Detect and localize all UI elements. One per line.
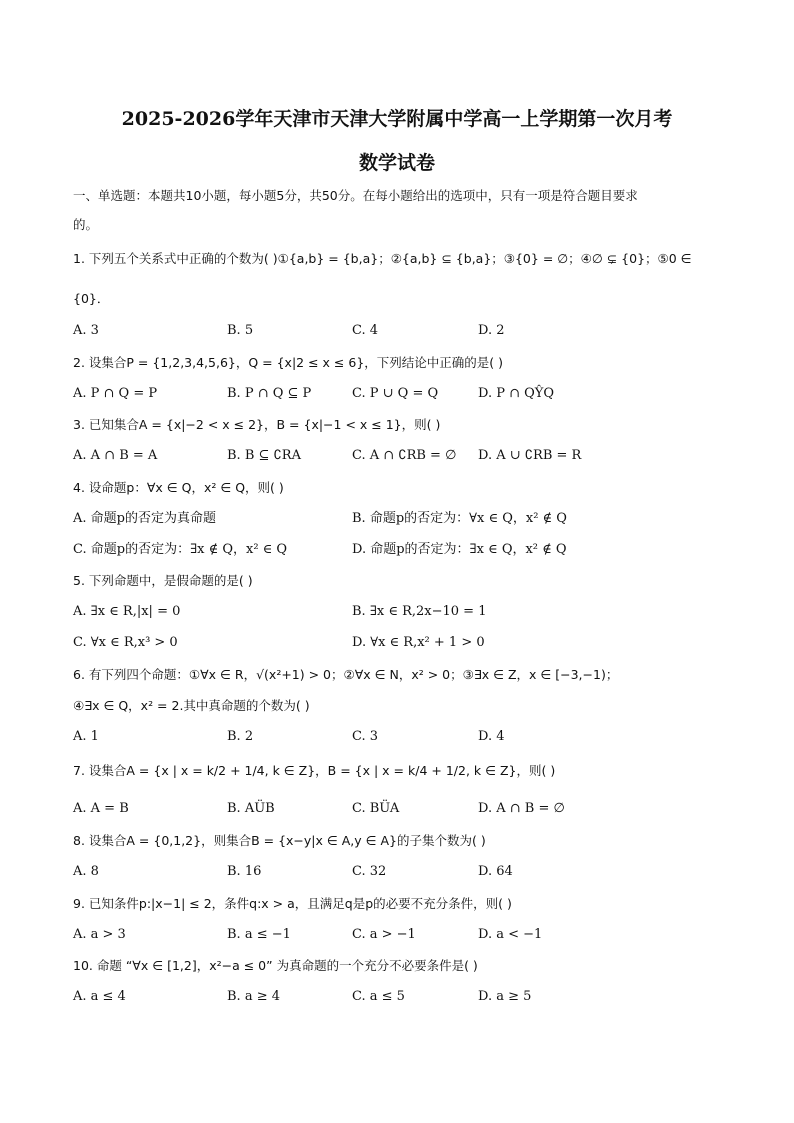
question-1-option-d: D. 2 xyxy=(478,323,505,338)
question-3-option-c: C. A ∩ ∁RB = ∅ xyxy=(352,448,457,463)
section-instruction-line-2: 的。 xyxy=(73,217,99,232)
question-2-stem: 2. 设集合P = {1,2,3,4,5,6}，Q = {x|2 ≤ x ≤ 6}，下列结论中正确的是( ) xyxy=(73,355,503,370)
question-6-stem: 6. 有下列四个命题：①∀x ∈ R，√(x²+1) > 0；②∀x ∈ N，x² > 0；③∃x ∈ Z，x ∈ [−3,−1)； xyxy=(73,667,619,682)
question-3-option-d: D. A ∪ ∁RB = R xyxy=(478,448,582,463)
question-1-option-a: A. 3 xyxy=(73,323,99,338)
question-8-stem: 8. 设集合A = {0,1,2}，则集合B = {x−y|x ∈ A,y ∈ A}的子集个数为( ) xyxy=(73,833,486,848)
question-3-stem: 3. 已知集合A = {x|−2 < x ≤ 2}，B = {x|−1 < x ≤ 1}，则( ) xyxy=(73,417,441,432)
question-1-option-b: B. 5 xyxy=(227,323,254,338)
question-9-stem: 9. 已知条件p:|x−1| ≤ 2，条件q:x > a，且满足q是p的必要不充分条件，则( ) xyxy=(73,896,512,911)
exam-subtitle: 数学试卷 xyxy=(358,152,435,174)
question-2-option-b: B. P ∩ Q ⊆ P xyxy=(227,386,312,401)
question-9-option-c: C. a > −1 xyxy=(352,927,416,942)
question-5-option-a: A. ∃x ∈ R,|x| = 0 xyxy=(73,604,181,619)
question-6-option-a: A. 1 xyxy=(73,729,99,744)
exam-title: 2025-2026学年天津市天津大学附属中学高一上学期第一次月考 xyxy=(121,108,673,130)
question-10-option-a: A. a ≤ 4 xyxy=(73,989,126,1004)
question-6-option-b: B. 2 xyxy=(227,729,254,744)
question-7-option-c: C. BÜA xyxy=(352,801,400,816)
question-10-option-d: D. a ≥ 5 xyxy=(478,989,532,1004)
question-10-stem: 10. 命题 “∀x ∈ [1,2]，x²−a ≤ 0” 为真命题的一个充分不必要条件是( ) xyxy=(73,958,478,973)
question-7-option-b: B. AÜB xyxy=(227,801,275,816)
question-2-option-d: D. P ∩ QŶQ xyxy=(478,386,555,401)
question-7-option-a: A. A = B xyxy=(73,801,129,816)
question-7-option-d: D. A ∩ B = ∅ xyxy=(478,801,565,816)
question-4-option-c: C. 命题p的否定为：∃x ∉ Q，x² ∈ Q xyxy=(73,542,288,557)
question-1-stem-continued: {0}． xyxy=(73,291,110,306)
question-10-option-c: C. a ≤ 5 xyxy=(352,989,405,1004)
question-4-option-d: D. 命题p的否定为：∃x ∈ Q，x² ∉ Q xyxy=(352,542,567,557)
question-8-option-c: C. 32 xyxy=(352,864,387,879)
question-9-option-b: B. a ≤ −1 xyxy=(227,927,291,942)
question-9-option-d: D. a < −1 xyxy=(478,927,543,942)
question-6-option-c: C. 3 xyxy=(352,729,379,744)
question-6-option-d: D. 4 xyxy=(478,729,505,744)
question-4-option-b: B. 命题p的否定为：∀x ∈ Q，x² ∉ Q xyxy=(352,511,567,526)
question-5-option-c: C. ∀x ∈ R,x³ > 0 xyxy=(73,635,178,650)
question-5-stem: 5. 下列命题中，是假命题的是( ) xyxy=(73,573,253,588)
question-4-option-a: A. 命题p的否定为真命题 xyxy=(73,511,216,526)
question-6-stem-continued: ④∃x ∈ Q，x² = 2.其中真命题的个数为( ) xyxy=(73,698,310,713)
question-8-option-b: B. 16 xyxy=(227,864,262,879)
question-3-option-b: B. B ⊆ ∁RA xyxy=(227,448,301,463)
question-2-option-c: C. P ∪ Q = Q xyxy=(352,386,439,401)
question-3-option-a: A. A ∩ B = A xyxy=(73,448,158,463)
question-10-option-b: B. a ≥ 4 xyxy=(227,989,280,1004)
question-8-option-a: A. 8 xyxy=(73,864,99,879)
question-2-option-a: A. P ∩ Q = P xyxy=(73,386,158,401)
question-7-stem: 7. 设集合A = {x | x = k/2 + 1/4, k ∈ Z}，B = {x | x = k/4 + 1/2, k ∈ Z}，则( ) xyxy=(73,763,556,778)
question-8-option-d: D. 64 xyxy=(478,864,513,879)
question-5-option-b: B. ∃x ∈ R,2x−10 = 1 xyxy=(352,604,487,619)
question-4-stem: 4. 设命题p：∀x ∈ Q，x² ∈ Q，则( ) xyxy=(73,480,284,495)
section-instruction-line-1: 一、单选题：本题共10小题，每小题5分，共50分。在每小题给出的选项中，只有一项是符合题目要求 xyxy=(73,188,638,203)
question-9-option-a: A. a > 3 xyxy=(73,927,126,942)
question-1-stem: 1. 下列五个关系式中正确的个数为( )①{a,b} = {b,a}；②{a,b} ⊆ {b,a}；③{0} = ∅；④∅ ⊊ {0}；⑤0 ∈ xyxy=(73,251,692,266)
question-5-option-d: D. ∀x ∈ R,x² + 1 > 0 xyxy=(352,635,485,650)
question-1-option-c: C. 4 xyxy=(352,323,379,338)
